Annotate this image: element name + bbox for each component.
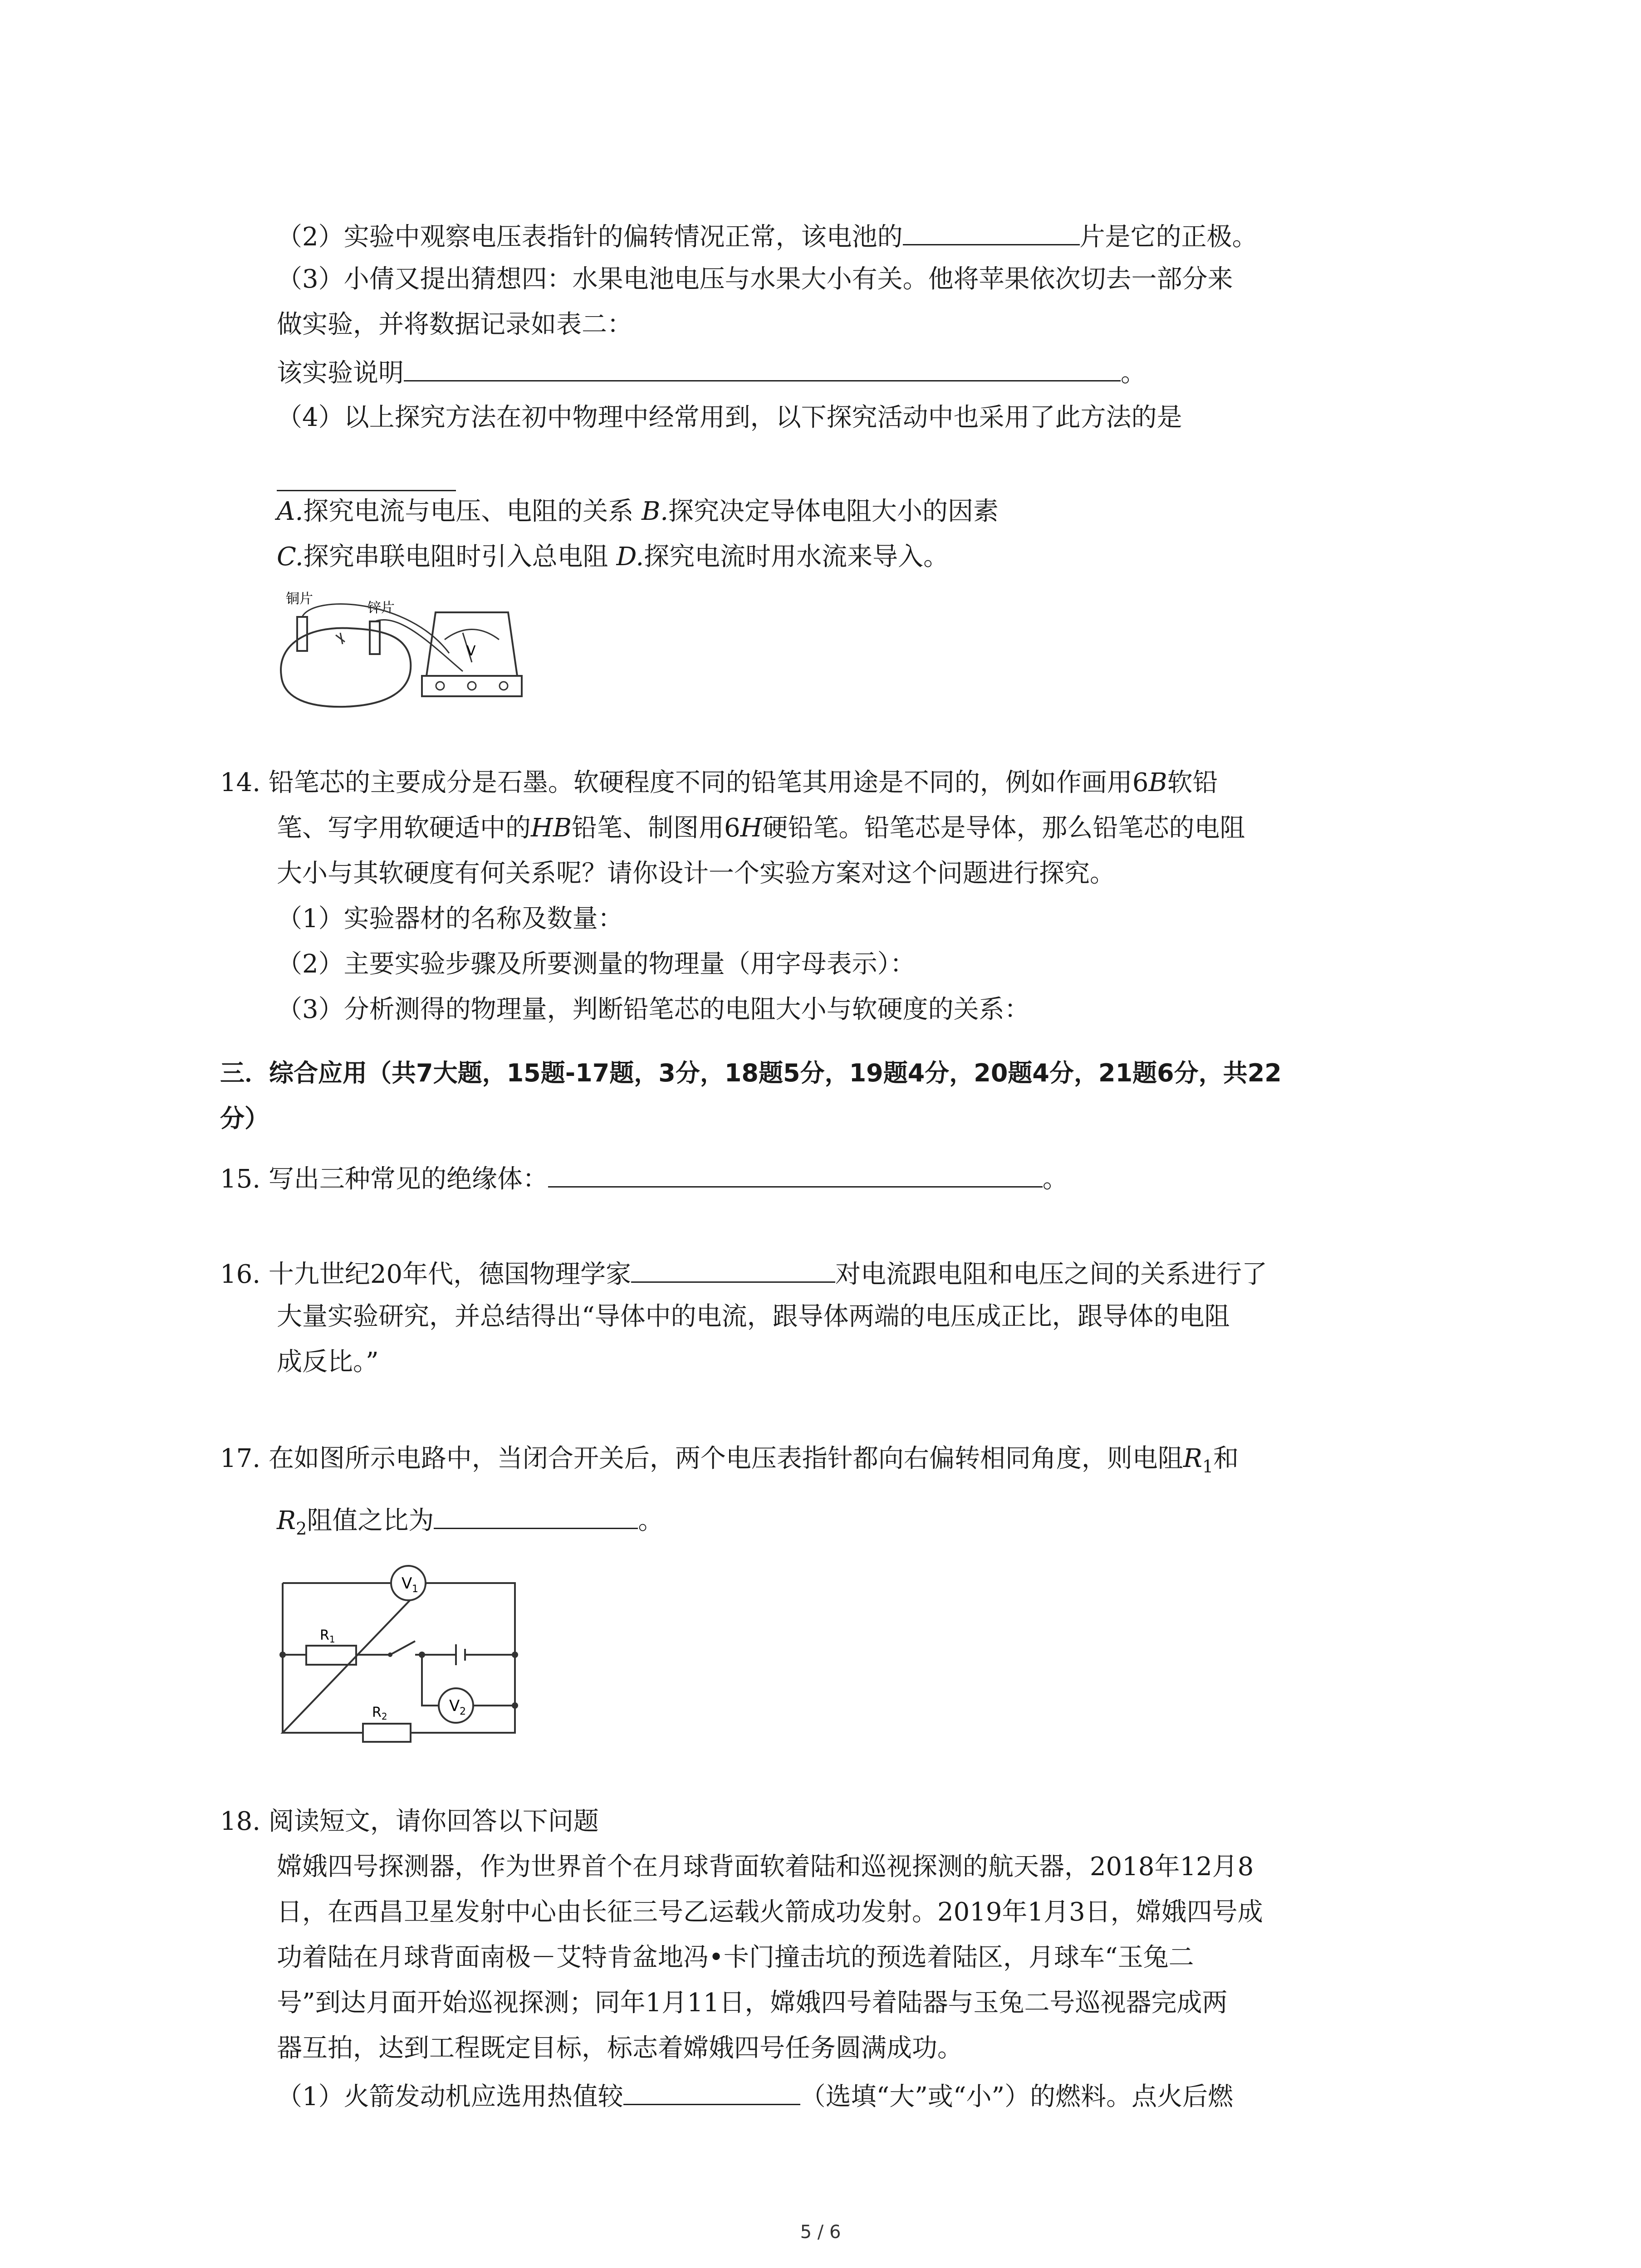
- svg-text:1: 1: [412, 1584, 418, 1595]
- q18-line4: 功着陆在月球背面南极－艾特肯盆地冯•卡门撞击坑的预选着陆区，月球车“玉兔二: [277, 1943, 1194, 1972]
- voltmeter: [422, 612, 522, 696]
- wire-zinc: [375, 620, 463, 671]
- section3-heading-line2: 分）: [220, 1104, 269, 1133]
- page-number: 5 / 6: [800, 2222, 841, 2243]
- q14-sub3: （3）分析测得的物理量，判断铅笔芯的电阻大小与软硬度的关系：: [277, 995, 1030, 1024]
- section3-heading-line1: 三．综合应用（共7大题，15题-17题，3分，18题5分，19题4分，20题4分，21题6分，共22: [220, 1059, 1282, 1087]
- q14-sub2: （2）主要实验步骤及所要测量的物理量（用字母表示）：: [277, 949, 916, 979]
- zinc-plate: [370, 621, 380, 654]
- q14-sub1: （1）实验器材的名称及数量：: [277, 904, 623, 934]
- q17-line2: $R_2$阻值之比为 。: [277, 1501, 663, 1545]
- q18-line3: 日，在西昌卫星发射中心由长征三号乙运载火箭成功发射。2019年1月3日，嫦娥四号成: [277, 1897, 1263, 1927]
- q14-line3: 大小与其软硬度有何关系呢？请你设计一个实验方案对这个问题进行探究。: [277, 859, 1115, 888]
- copper-label: 铜片: [286, 591, 313, 607]
- copper-plate: [297, 617, 307, 651]
- q13-part4-answer-blank[interactable]: [277, 464, 456, 491]
- q13-part3-line3: 该实验说明 。: [277, 354, 1146, 390]
- q13-part3-answer-blank[interactable]: [404, 354, 1121, 381]
- fruit-battery-figure: [272, 585, 572, 717]
- q17-line1: 17. 在如图所示电路中，当闭合开关后，两个电压表指针都向右偏转相同角度，则电阻$R_1$和: [220, 1444, 1239, 1477]
- q18-sub1: （1）火箭发动机应选用热值较 （选填“大”或“小”）的燃料。点火后燃: [277, 2077, 1233, 2113]
- voltmeter-symbol: V: [466, 643, 476, 659]
- q15-line: 15. 写出三种常见的绝缘体： 。: [220, 1160, 1068, 1196]
- svg-text:V: V: [402, 1574, 412, 1593]
- resistor-r1: [306, 1646, 356, 1665]
- q18-line5: 号”到达月面开始巡视探测；同年1月11日，嫦娥四号着陆器与玉兔二号巡视器完成两: [277, 1988, 1228, 2018]
- q16-line1: 16. 十九世纪20年代，德国物理学家 对电流跟电阻和电压之间的关系进行了: [220, 1255, 1267, 1291]
- q18-line2: 嫦娥四号探测器，作为世界首个在月球背面软着陆和巡视探测的航天器，2018年12月8: [277, 1852, 1254, 1882]
- q13-part3-line2: 做实验，并将数据记录如表二：: [277, 310, 632, 339]
- circuit-diagram: [279, 1565, 524, 1742]
- q13-part2: （2）实验中观察电压表指针的偏转情况正常，该电池的 片是它的正极。: [277, 218, 1258, 254]
- voltmeter-v1: [391, 1566, 426, 1600]
- q17-answer-blank[interactable]: [434, 1501, 638, 1529]
- voltmeter-v2: [439, 1688, 473, 1723]
- apple-stem: [336, 633, 345, 644]
- q13-part3-line1: （3）小倩又提出猜想四：水果电池电压与水果大小有关。他将苹果依次切去一部分来: [277, 264, 1233, 294]
- q13-options-ab: A.探究电流与电压、电阻的关系 B.探究决定导体电阻大小的因素: [277, 497, 999, 526]
- q13-part2-answer-blank[interactable]: [903, 218, 1080, 245]
- q15-answer-blank[interactable]: [548, 1160, 1043, 1188]
- zinc-label: 锌片: [367, 600, 395, 616]
- r1-label: $R_1$: [320, 1628, 335, 1645]
- q14-line2: 笔、写字用软硬适中的HB铅笔、制图用6H硬铅笔。铅笔芯是导体，那么铅笔芯的电阻: [277, 813, 1245, 843]
- svg-text:2: 2: [460, 1706, 466, 1717]
- q16-line3: 成反比。”: [277, 1347, 379, 1377]
- r2-label: $R_2$: [372, 1705, 387, 1722]
- resistor-r2: [363, 1724, 411, 1742]
- q18-line1: 18. 阅读短文，请你回答以下问题: [220, 1807, 599, 1836]
- q18-sub1-answer-blank[interactable]: [623, 2077, 800, 2105]
- apple-shape: [281, 628, 411, 707]
- q14-line1: 14. 铅笔芯的主要成分是石墨。软硬程度不同的铅笔其用途是不同的，例如作画用6B软铅: [220, 768, 1218, 797]
- svg-text:V: V: [449, 1697, 460, 1715]
- q13-part4-line: [277, 464, 456, 499]
- q16-line2: 大量实验研究，并总结得出“导体中的电流，跟导体两端的电压成正比，跟导体的电阻: [277, 1302, 1230, 1331]
- q13-options-cd: C.探究串联电阻时引入总电阻 D.探究电流时用水流来导入。: [277, 542, 949, 572]
- q13-part4: （4）以上探究方法在初中物理中经常用到，以下探究活动中也采用了此方法的是: [277, 403, 1182, 432]
- q16-answer-blank[interactable]: [631, 1255, 835, 1283]
- q18-line6: 器互拍，达到工程既定目标，标志着嫦娥四号任务圆满成功。: [277, 2033, 963, 2063]
